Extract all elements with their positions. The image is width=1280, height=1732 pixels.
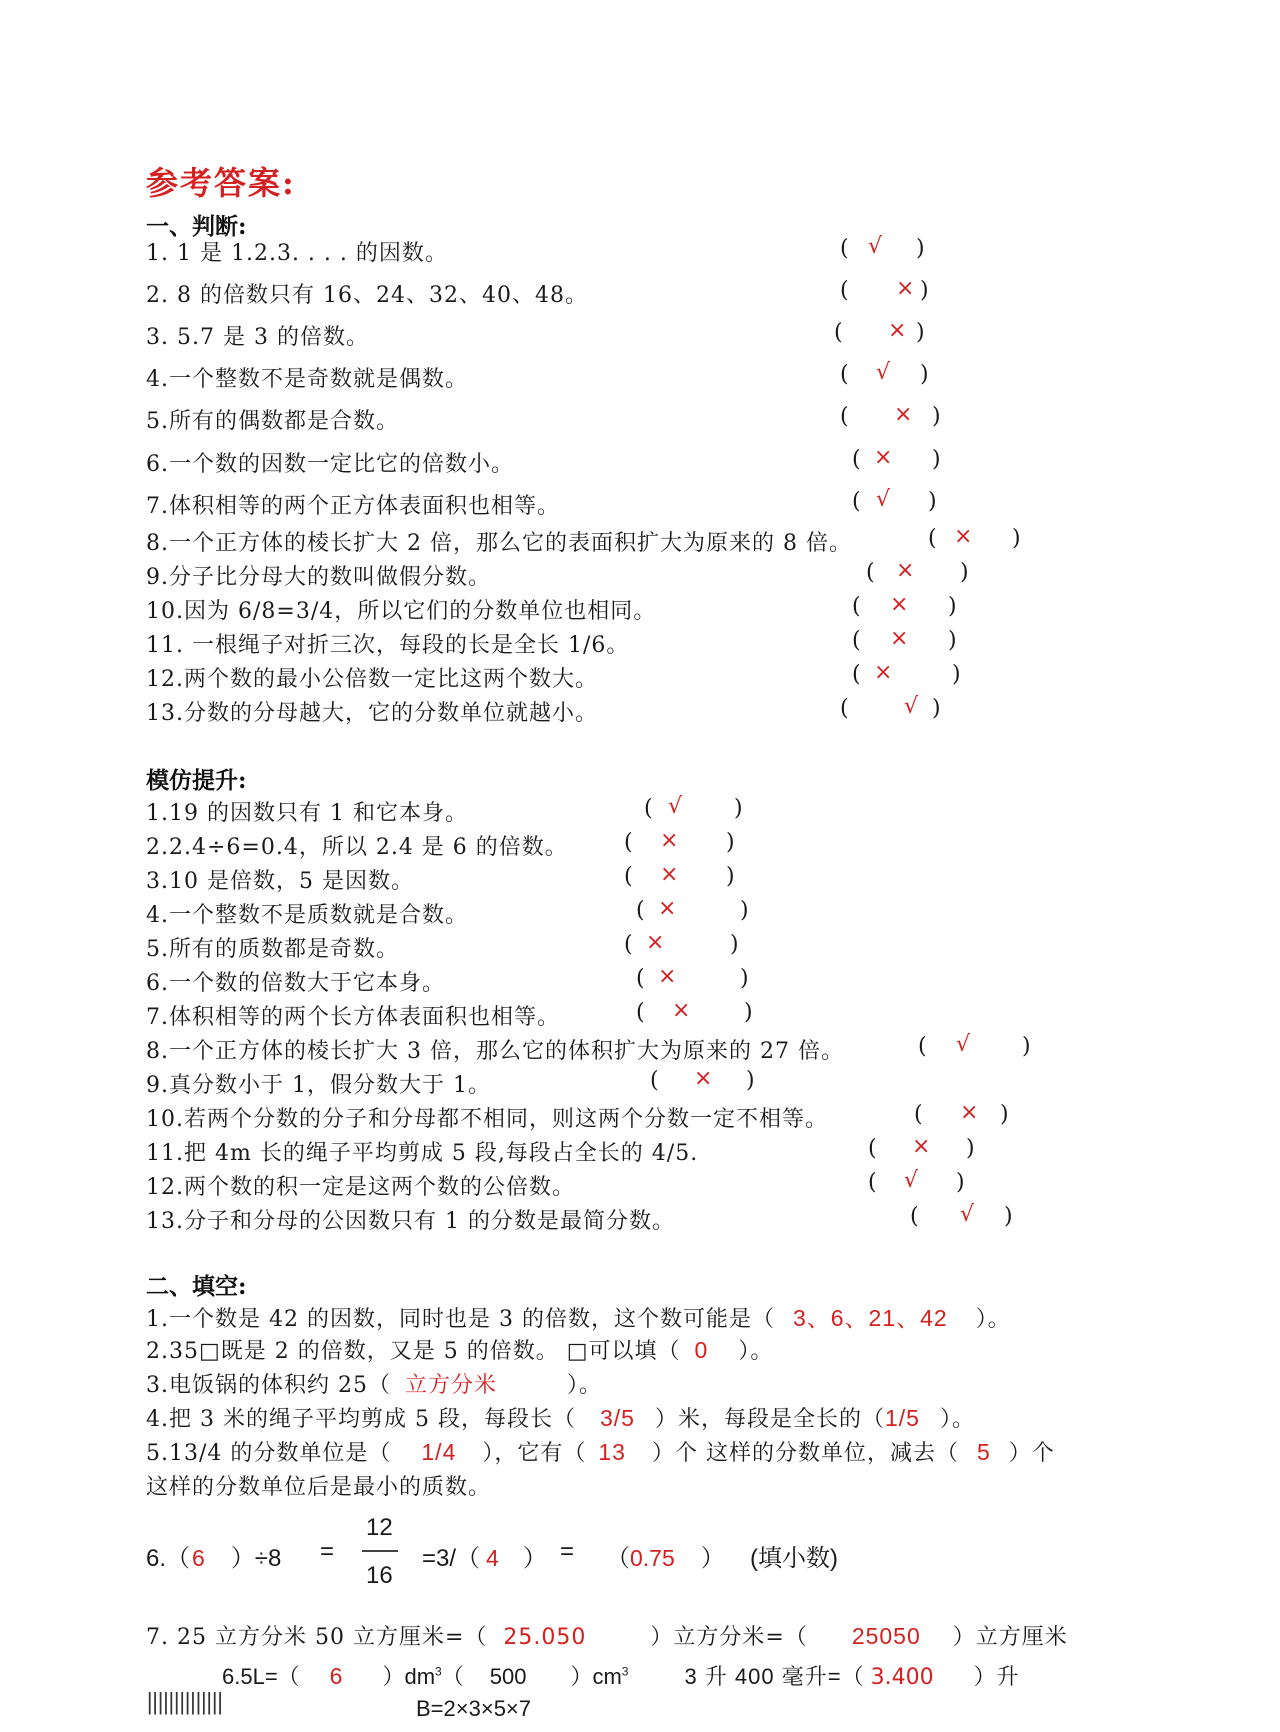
fill-q8: B=2×3×5×7 xyxy=(416,1696,532,1721)
imitation-question-8: 8.一个正方体的棱长扩大 3 倍，那么它的体积扩大为原来的 27 倍。 xyxy=(146,1039,844,1064)
judgment-question-2: 2. 8 的倍数只有 16、24、32、40、48。 xyxy=(146,283,588,308)
imitation-heading: 模仿提升: xyxy=(146,767,247,794)
judgment-question-12: 12.两个数的最小公倍数一定比这两个数大。 xyxy=(146,667,598,692)
judgment-close-paren-12: ) xyxy=(952,662,961,687)
imitation-question-4: 4.一个整数不是质数就是合数。 xyxy=(146,903,468,928)
fill-q7b: 6.5L=（ 6 ）$dm^3$（ 500 ）$cm^3$ 3 升 400 毫升=（ 3.400 ）升 xyxy=(222,1663,1020,1690)
imitation-open-paren-6: ( xyxy=(636,966,645,991)
imitation-question-9: 9.真分数小于 1，假分数大于 1。 xyxy=(146,1073,491,1098)
imitation-answer-12: √ xyxy=(904,1168,919,1193)
judgment-open-paren-1: ( xyxy=(840,236,849,261)
imitation-open-paren-10: ( xyxy=(914,1102,923,1127)
imitation-question-7: 7.体积相等的两个长方体表面积也相等。 xyxy=(146,1005,560,1030)
judgment-question-7: 7.体积相等的两个正方体表面积也相等。 xyxy=(146,494,560,519)
fill-q1-answer: 3、6、21、42 xyxy=(792,1305,948,1331)
imitation-answer-4: × xyxy=(658,896,677,921)
fill-q6-answer-3: 0.75 xyxy=(630,1545,675,1571)
imitation-open-paren-1: ( xyxy=(644,796,653,821)
judgment-close-paren-4: ) xyxy=(920,362,929,387)
barcode-mark: |||||||||||||| xyxy=(146,1690,222,1715)
judgment-question-10: 10.因为 6/8=3/4，所以它们的分数单位也相同。 xyxy=(146,599,657,624)
fill-q6-eq1: = xyxy=(320,1538,335,1565)
judgment-close-paren-6: ) xyxy=(932,447,941,472)
imitation-answer-3: × xyxy=(660,862,679,887)
judgment-open-paren-5: ( xyxy=(840,404,849,429)
imitation-open-paren-13: ( xyxy=(910,1204,919,1229)
imitation-open-paren-7: ( xyxy=(636,1000,645,1025)
imitation-open-paren-3: ( xyxy=(624,864,633,889)
judgment-close-paren-1: ) xyxy=(916,236,925,261)
judgment-open-paren-8: ( xyxy=(928,526,937,551)
judgment-open-paren-11: ( xyxy=(852,628,861,653)
judgment-answer-12: × xyxy=(874,660,893,685)
fill-q3-answer: 立方分米 xyxy=(404,1373,497,1398)
fill-q7b-answer-2: 500 xyxy=(489,1664,527,1689)
imitation-question-6: 6.一个数的倍数大于它本身。 xyxy=(146,971,445,996)
judgment-heading: 一、判断: xyxy=(146,213,247,240)
judgment-open-paren-13: ( xyxy=(840,696,849,721)
imitation-open-paren-2: ( xyxy=(624,830,633,855)
fill-q5: 5.13/4 的分数单位是（ 1/4 ），它有（ 13 ）个 这样的分数单位，减去（ 5 ）个 xyxy=(146,1439,1055,1466)
imitation-question-13: 13.分子和分母的公因数只有 1 的分数是最简分数。 xyxy=(146,1209,675,1234)
judgment-open-paren-3: ( xyxy=(834,320,843,345)
judgment-open-paren-9: ( xyxy=(866,560,875,585)
judgment-question-4: 4.一个整数不是奇数就是偶数。 xyxy=(146,367,468,392)
judgment-close-paren-13: ) xyxy=(932,696,941,721)
fill-q5-answer-2: 13 xyxy=(598,1439,626,1465)
judgment-close-paren-11: ) xyxy=(948,628,957,653)
imitation-question-5: 5.所有的质数都是奇数。 xyxy=(146,937,399,962)
imitation-answer-11: × xyxy=(912,1134,931,1159)
imitation-question-1: 1.19 的因数只有 1 和它本身。 xyxy=(146,801,468,826)
imitation-close-paren-1: ) xyxy=(734,796,743,821)
imitation-answer-13: √ xyxy=(960,1202,975,1227)
imitation-open-paren-5: ( xyxy=(624,932,633,957)
fill-q7: 7. 25 立方分米 50 立方厘米=（ 25.050 ）立方分米=（ 25050 ）立方厘米 xyxy=(146,1623,1068,1650)
imitation-close-paren-7: ) xyxy=(744,1000,753,1025)
fraction-bar xyxy=(362,1550,398,1552)
fill-q6-note: (填小数) xyxy=(750,1545,838,1572)
fill-q2: 2.35□既是 2 的倍数，又是 5 的倍数。 □可以填（ 0 ）。 xyxy=(146,1337,774,1364)
imitation-answer-7: × xyxy=(672,998,691,1023)
fill-q4: 4.把 3 米的绳子平均剪成 5 段，每段长（ 3/5 ）米，每段是全长的（1/5 ）。 xyxy=(146,1405,975,1432)
judgment-answer-2: × xyxy=(896,276,915,301)
judgment-close-paren-9: ) xyxy=(960,560,969,585)
imitation-close-paren-11: ) xyxy=(966,1136,975,1161)
imitation-answer-9: × xyxy=(694,1066,713,1091)
judgment-answer-4: √ xyxy=(876,360,891,385)
judgment-question-1: 1. 1 是 1.2.3. . . . 的因数。 xyxy=(146,241,448,266)
judgment-answer-3: × xyxy=(888,318,907,343)
fill-q1: 1.一个数是 42 的因数，同时也是 3 的倍数，这个数可能是（ 3、6、21、42 ）。 xyxy=(146,1305,1011,1332)
fill-q6-left: 6.（6 ）÷8 xyxy=(146,1545,282,1572)
fill-q6-answer-1: 6 xyxy=(192,1545,205,1571)
judgment-open-paren-4: ( xyxy=(840,362,849,387)
fill-q5-answer-1: 1/4 xyxy=(421,1439,457,1465)
imitation-close-paren-2: ) xyxy=(726,830,735,855)
imitation-open-paren-11: ( xyxy=(868,1136,877,1161)
imitation-close-paren-8: ) xyxy=(1022,1034,1031,1059)
imitation-answer-2: × xyxy=(660,828,679,853)
judgment-open-paren-12: ( xyxy=(852,662,861,687)
judgment-answer-9: × xyxy=(896,558,915,583)
judgment-open-paren-6: ( xyxy=(852,447,861,472)
imitation-answer-5: × xyxy=(646,930,665,955)
judgment-close-paren-10: ) xyxy=(948,594,957,619)
fill-q6-numerator: 12 xyxy=(366,1514,393,1541)
imitation-open-paren-9: ( xyxy=(650,1068,659,1093)
imitation-answer-8: √ xyxy=(956,1032,971,1057)
fill-heading: 二、填空: xyxy=(146,1273,247,1300)
judgment-answer-8: × xyxy=(954,524,973,549)
imitation-open-paren-4: ( xyxy=(636,898,645,923)
fill-q3: 3.电饭锅的体积约 25（ 立方分米 ）。 xyxy=(146,1373,603,1398)
judgment-answer-6: × xyxy=(874,445,893,470)
judgment-open-paren-10: ( xyxy=(852,594,861,619)
imitation-answer-6: × xyxy=(658,964,677,989)
judgment-question-9: 9.分子比分母大的数叫做假分数。 xyxy=(146,565,491,590)
imitation-close-paren-9: ) xyxy=(746,1068,755,1093)
judgment-close-paren-3: ) xyxy=(916,320,925,345)
imitation-question-2: 2.2.4÷6=0.4，所以 2.4 是 6 的倍数。 xyxy=(146,835,568,860)
imitation-question-11: 11.把 4m 长的绳子平均剪成 5 段,每段占全长的 4/5. xyxy=(146,1141,699,1166)
fill-q6-answer-2: 4 xyxy=(486,1545,499,1571)
judgment-close-paren-7: ) xyxy=(928,489,937,514)
fill-q5-answer-3: 5 xyxy=(976,1439,991,1465)
fill-q7-answer-1: 25.050 xyxy=(503,1625,587,1650)
judgment-close-paren-5: ) xyxy=(932,404,941,429)
imitation-close-paren-13: ) xyxy=(1004,1204,1013,1229)
judgment-answer-11: × xyxy=(890,626,909,651)
imitation-close-paren-6: ) xyxy=(740,966,749,991)
judgment-question-11: 11. 一根绳子对折三次，每段的长是全长 1/6。 xyxy=(146,633,630,658)
judgment-answer-13: √ xyxy=(904,694,919,719)
judgment-close-paren-2: ) xyxy=(920,278,929,303)
fill-q5-line2: 这样的分数单位后是最小的质数。 xyxy=(146,1475,492,1500)
imitation-close-paren-12: ) xyxy=(956,1170,965,1195)
judgment-answer-1: √ xyxy=(868,234,883,259)
judgment-answer-7: √ xyxy=(876,487,891,512)
imitation-question-3: 3.10 是倍数，5 是因数。 xyxy=(146,869,414,894)
fill-q4-answer-2: 1/5 xyxy=(884,1405,920,1431)
judgment-answer-5: × xyxy=(894,402,913,427)
judgment-close-paren-8: ) xyxy=(1012,526,1021,551)
imitation-question-10: 10.若两个分数的分子和分母都不相同，则这两个分数一定不相等。 xyxy=(146,1107,828,1132)
imitation-answer-1: √ xyxy=(668,794,683,819)
judgment-open-paren-2: ( xyxy=(840,278,849,303)
fill-q6-eq3: = xyxy=(560,1538,575,1565)
fill-q6-denominator: 16 xyxy=(366,1562,393,1589)
imitation-close-paren-3: ) xyxy=(726,864,735,889)
fill-q2-answer: 0 xyxy=(694,1337,709,1363)
judgment-question-13: 13.分数的分母越大，它的分数单位就越小。 xyxy=(146,701,598,726)
imitation-close-paren-10: ) xyxy=(1000,1102,1009,1127)
fill-q7b-answer-1: 6 xyxy=(329,1663,343,1689)
judgment-answer-10: × xyxy=(890,592,909,617)
fill-q6-right: =3/（ 4 ） xyxy=(422,1545,547,1572)
page-title: 参考答案: xyxy=(146,164,296,202)
fill-q7b-answer-3: 3.400 xyxy=(870,1665,934,1690)
fill-q4-answer-1: 3/5 xyxy=(599,1405,635,1431)
imitation-open-paren-12: ( xyxy=(868,1170,877,1195)
judgment-question-5: 5.所有的偶数都是合数。 xyxy=(146,409,399,434)
imitation-answer-10: × xyxy=(960,1100,979,1125)
judgment-question-8: 8.一个正方体的棱长扩大 2 倍，那么它的表面积扩大为原来的 8 倍。 xyxy=(146,531,852,556)
imitation-question-12: 12.两个数的积一定是这两个数的公倍数。 xyxy=(146,1175,575,1200)
fill-q6-decimal: （0.75 ） xyxy=(606,1545,725,1572)
imitation-close-paren-5: ) xyxy=(730,932,739,957)
judgment-question-3: 3. 5.7 是 3 的倍数。 xyxy=(146,325,369,350)
imitation-open-paren-8: ( xyxy=(918,1034,927,1059)
judgment-question-6: 6.一个数的因数一定比它的倍数小。 xyxy=(146,452,514,477)
fill-q7-answer-2: 25050 xyxy=(851,1623,921,1649)
judgment-open-paren-7: ( xyxy=(852,489,861,514)
imitation-close-paren-4: ) xyxy=(740,898,749,923)
